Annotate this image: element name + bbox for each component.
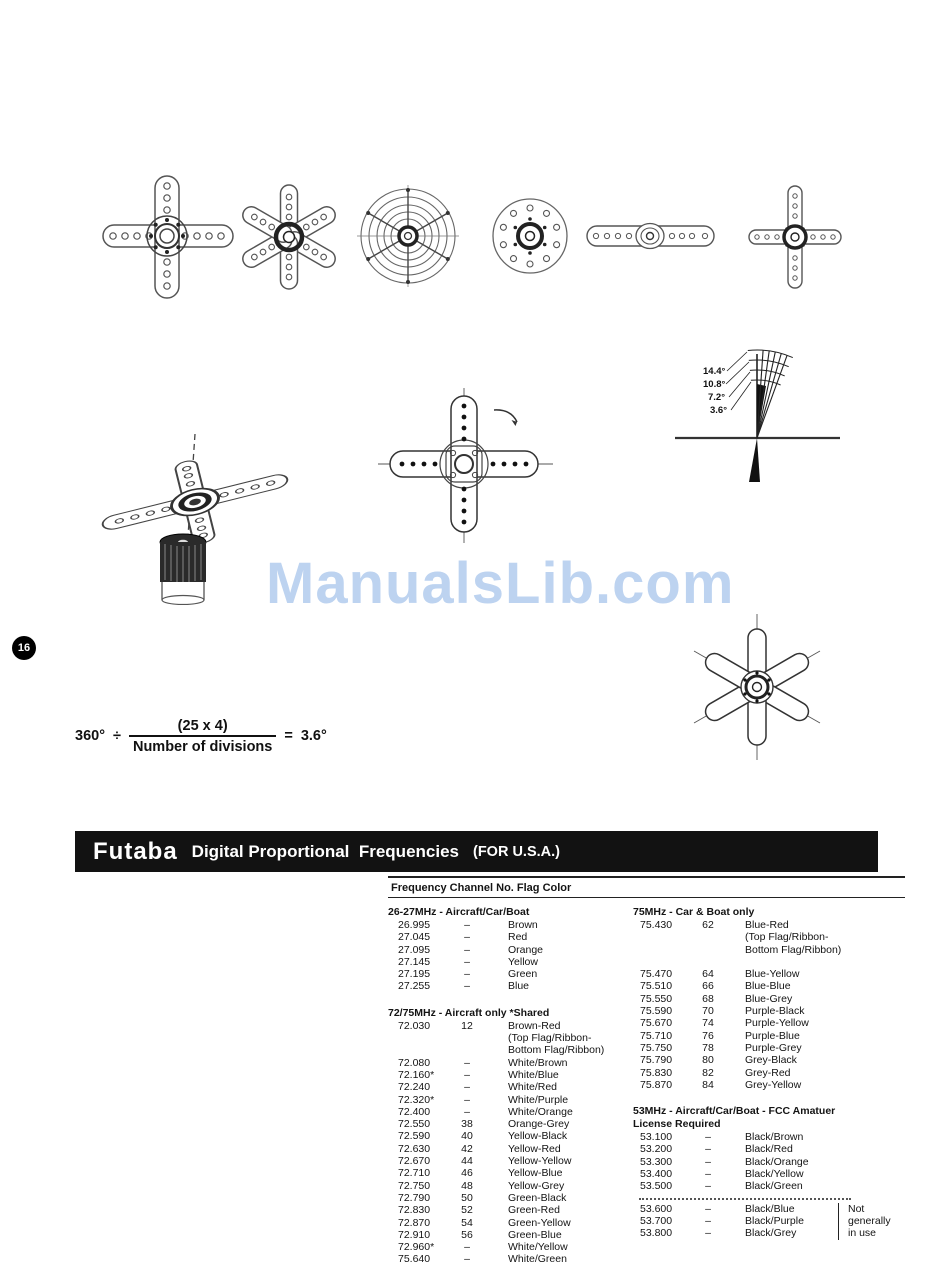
channel-cell: –: [705, 1214, 711, 1227]
section-title: 72/75MHz - Aircraft only *Shared: [388, 1006, 550, 1019]
frequency-cell: 72.960*: [398, 1241, 435, 1254]
frequency-row: [388, 1032, 633, 1044]
frequency-cell: 53.400: [640, 1168, 673, 1181]
channel-cell: –: [464, 1253, 470, 1266]
frequency-row: [633, 1215, 905, 1227]
flag-color-cell: (Top Flag/Ribbon-: [508, 1032, 592, 1045]
frequency-table: [388, 876, 905, 1266]
channel-cell: 52: [461, 1204, 473, 1217]
channel-cell: –: [464, 1056, 470, 1069]
frequency-cell: 75.790: [640, 1054, 673, 1067]
frequency-cell: 27.195: [398, 968, 431, 981]
angle-label: 3.6°: [710, 405, 728, 416]
frequency-row: [633, 980, 905, 992]
section-title: 26-27MHz - Aircraft/Car/Boat: [388, 906, 530, 918]
channel-cell: 38: [461, 1118, 473, 1131]
channel-cell: 48: [461, 1179, 473, 1192]
channel-cell: –: [705, 1155, 711, 1168]
flag-color-cell: White/Red: [508, 1081, 558, 1094]
channel-cell: 12: [461, 1019, 473, 1032]
flag-color-cell: Black/Purple: [745, 1214, 804, 1227]
frequency-cell: 72.030: [398, 1019, 431, 1032]
flag-color-cell: Grey-Black: [745, 1054, 797, 1067]
frequency-cell: 75.470: [640, 968, 673, 981]
channel-cell: 54: [461, 1216, 473, 1229]
flag-color-cell: Yellow-Black: [508, 1130, 568, 1143]
flag-color-cell: Purple-Blue: [745, 1029, 800, 1042]
channel-cell: 64: [702, 968, 714, 981]
channel-cell: 68: [702, 992, 714, 1005]
flag-color-cell: Brown-Red: [508, 1019, 561, 1032]
page-number-badge: [12, 636, 36, 660]
frequency-row: [633, 1054, 905, 1066]
frequency-cell: 72.240: [398, 1081, 431, 1094]
angle-label: 10.8°: [703, 379, 726, 390]
frequency-cell: 72.590: [398, 1130, 431, 1143]
frequency-cell: 72.790: [398, 1191, 431, 1204]
frequency-cell: 75.510: [640, 980, 673, 993]
channel-cell: –: [464, 955, 470, 968]
frequency-cell: 53.300: [640, 1155, 673, 1168]
flag-color-cell: White/Brown: [508, 1056, 568, 1069]
frequency-row: [388, 931, 633, 943]
flag-color-cell: Green-Yellow: [508, 1216, 571, 1229]
formula-fraction: [129, 718, 276, 755]
frequency-row: [633, 1143, 905, 1155]
frequency-cell: 27.095: [398, 943, 431, 956]
flag-color-cell: Black/Yellow: [745, 1168, 804, 1181]
flag-color-cell: Black/Brown: [745, 1131, 804, 1144]
frequency-row: [388, 1167, 633, 1179]
channel-cell: –: [464, 1093, 470, 1106]
flag-color-cell: Red: [508, 931, 528, 944]
frequency-cell: 27.145: [398, 955, 431, 968]
flag-color-cell: (Top Flag/Ribbon-: [745, 931, 829, 944]
channel-cell: –: [464, 919, 470, 931]
frequency-row: [388, 1130, 633, 1142]
flag-color-cell: Purple-Grey: [745, 1041, 802, 1054]
flag-color-cell: Yellow-Blue: [508, 1167, 563, 1180]
channel-cell: 76: [702, 1029, 714, 1042]
frequency-row: [388, 1229, 633, 1241]
flag-color-cell: Bottom Flag/Ribbon): [745, 943, 842, 956]
frequency-row: [633, 1067, 905, 1079]
servo-disc-horn-illustration: [490, 197, 570, 277]
frequency-cell: 75.640: [398, 1253, 431, 1266]
frequency-cell: 75.710: [640, 1029, 673, 1042]
frequency-cell: 72.630: [398, 1142, 431, 1155]
frequency-cell: 72.670: [398, 1155, 431, 1168]
frequency-row: [388, 1217, 633, 1229]
flag-color-cell: Black/Red: [745, 1143, 793, 1156]
frequency-row: [633, 1079, 905, 1091]
frequency-row: [388, 1069, 633, 1081]
frequency-section: [388, 1007, 633, 1266]
frequency-row: [633, 968, 905, 980]
flag-color-cell: Green: [508, 968, 538, 981]
flag-color-cell: Black/Blue: [745, 1202, 795, 1215]
flag-color-cell: Blue: [508, 980, 530, 993]
frequency-row: [388, 1094, 633, 1106]
frequency-cell: 75.870: [640, 1078, 673, 1091]
frequency-cell: 53.800: [640, 1227, 673, 1240]
divide-sign: ÷: [113, 728, 121, 744]
servo-dial-wheel-illustration: [353, 179, 463, 294]
channel-cell: –: [464, 1105, 470, 1118]
formula-denominator: Number of divisions: [129, 735, 276, 755]
dashed-separator: [639, 1193, 851, 1200]
frequency-cell: 53.700: [640, 1214, 673, 1227]
frequency-row: [388, 980, 633, 992]
frequency-section: [388, 906, 633, 993]
frequency-cell: 72.910: [398, 1228, 431, 1241]
channel-cell: –: [705, 1143, 711, 1156]
frequency-row: [388, 1192, 633, 1204]
channel-cell: –: [705, 1168, 711, 1181]
small-four-arm-servo-horn-illustration: [745, 180, 845, 295]
frequency-row: [633, 1156, 905, 1168]
channel-cell: 46: [461, 1167, 473, 1180]
frequency-row: [633, 1203, 905, 1215]
flag-color-cell: Brown: [508, 919, 538, 931]
channel-cell: –: [464, 943, 470, 956]
frequency-cell: 53.200: [640, 1143, 673, 1156]
frequency-row: [633, 1030, 905, 1042]
angle-label: 14.4°: [703, 366, 726, 377]
frequency-row: [388, 1020, 633, 1032]
flag-color-cell: Blue-Red: [745, 919, 789, 931]
flag-color-cell: Orange: [508, 943, 544, 956]
frequency-cell: 75.750: [640, 1041, 673, 1054]
frequency-section: [633, 1105, 905, 1239]
flag-color-cell: Purple-Black: [745, 1005, 805, 1018]
frequency-cell: 72.320*: [398, 1093, 435, 1106]
frequency-row: [633, 1005, 905, 1017]
frequency-row: [388, 1057, 633, 1069]
watermark: ManualsLib.com: [266, 551, 735, 616]
flag-color-cell: White/Orange: [508, 1105, 573, 1118]
formula-lhs: 360°: [75, 728, 105, 744]
header-bar-region: (FOR U.S.A.): [473, 843, 560, 860]
flag-color-cell: Blue-Grey: [745, 992, 793, 1005]
futaba-logo: Futaba: [93, 837, 178, 865]
channel-cell: 66: [702, 980, 714, 993]
formula-numerator: (25 x 4): [177, 717, 228, 734]
channel-cell: –: [464, 931, 470, 944]
channel-cell: 74: [702, 1017, 714, 1030]
rotation-arrow-icon: [494, 410, 517, 426]
frequency-row: [388, 1204, 633, 1216]
four-arm-horn-top-view-illustration: [378, 388, 553, 543]
table-column-right: [633, 906, 905, 1240]
flag-color-cell: White/Yellow: [508, 1241, 568, 1254]
channel-cell: 40: [461, 1130, 473, 1143]
frequency-cell: 72.080: [398, 1056, 431, 1069]
table-rule-bottom: [388, 897, 905, 898]
frequency-cell: 75.670: [640, 1017, 673, 1030]
frequency-cell: 72.160*: [398, 1068, 435, 1081]
flag-color-cell: Green-Blue: [508, 1228, 562, 1241]
flag-color-cell: Black/Green: [745, 1180, 803, 1193]
frequency-row: [388, 1155, 633, 1167]
flag-color-cell: Yellow-Red: [508, 1142, 561, 1155]
six-arm-horn-with-axes-illustration: [685, 612, 830, 762]
frequency-row: [633, 993, 905, 1005]
channel-cell: –: [464, 1081, 470, 1094]
frequency-row: [388, 919, 633, 931]
channel-cell: 84: [702, 1078, 714, 1091]
flag-color-cell: Purple-Yellow: [745, 1017, 809, 1030]
frequency-row: [388, 1044, 633, 1056]
channel-cell: 80: [702, 1054, 714, 1067]
frequency-cell: 72.550: [398, 1118, 431, 1131]
frequency-cell: 72.710: [398, 1167, 431, 1180]
frequency-cell: 72.400: [398, 1105, 431, 1118]
header-bar-title: Digital Proportional Frequencies: [191, 841, 459, 861]
table-column-left: [388, 906, 633, 1266]
frequency-row: [633, 944, 905, 956]
frequency-row: [388, 968, 633, 980]
flag-color-cell: Blue-Blue: [745, 980, 791, 993]
futaba-header-bar: [75, 831, 878, 872]
frequency-cell: 53.100: [640, 1131, 673, 1144]
note-cell: in use: [838, 1227, 876, 1239]
channel-cell: –: [705, 1227, 711, 1240]
frequency-row: [388, 944, 633, 956]
note-cell: Not: [838, 1203, 864, 1215]
page-number: 16: [17, 642, 31, 654]
frequency-row: [388, 1106, 633, 1118]
frequency-cell: 72.870: [398, 1216, 431, 1229]
channel-cell: 62: [702, 919, 714, 931]
six-arm-servo-horn-illustration: [235, 183, 343, 291]
frequency-cell: 27.255: [398, 980, 431, 993]
channel-cell: –: [705, 1202, 711, 1215]
flag-color-cell: Yellow-Yellow: [508, 1155, 572, 1168]
flag-color-cell: Yellow-Grey: [508, 1179, 565, 1192]
channel-cell: –: [464, 980, 470, 993]
two-arm-servo-horn-illustration: [583, 212, 718, 262]
channel-cell: 44: [461, 1155, 473, 1168]
frequency-cell: 75.830: [640, 1066, 673, 1079]
flag-color-cell: Grey-Red: [745, 1066, 791, 1079]
channel-cell: 70: [702, 1005, 714, 1018]
frequency-cell: 75.590: [640, 1005, 673, 1018]
channel-cell: 56: [461, 1228, 473, 1241]
frequency-row: [388, 1143, 633, 1155]
frequency-section: [633, 906, 905, 1091]
channel-cell: –: [464, 968, 470, 981]
frequency-row: [633, 931, 905, 943]
rotation-angle-diagram: [665, 340, 850, 490]
flag-color-cell: Green-Red: [508, 1204, 560, 1217]
channel-cell: –: [464, 1068, 470, 1081]
frequency-row: [633, 1180, 905, 1192]
frequency-cell: 27.045: [398, 931, 431, 944]
section-title: License Required: [633, 1118, 721, 1131]
four-arm-servo-horn-illustration: [95, 170, 240, 305]
frequency-cell: 53.500: [640, 1180, 673, 1193]
frequency-cell: 26.995: [398, 919, 431, 931]
frequency-row: [388, 956, 633, 968]
flag-color-cell: White/Purple: [508, 1093, 569, 1106]
frequency-row: [388, 1180, 633, 1192]
division-angle-formula: [75, 712, 327, 760]
flag-color-cell: White/Green: [508, 1253, 567, 1266]
channel-cell: –: [464, 1241, 470, 1254]
flag-color-cell: Black/Grey: [745, 1227, 797, 1240]
channel-cell: 50: [461, 1191, 473, 1204]
frequency-row: [633, 1131, 905, 1143]
frequency-row: [633, 1042, 905, 1054]
frequency-cell: 75.550: [640, 992, 673, 1005]
channel-cell: 78: [702, 1041, 714, 1054]
section-title: 53MHz - Aircraft/Car/Boat - FCC Amatuer: [633, 1105, 836, 1118]
flag-color-cell: Yellow: [508, 955, 538, 968]
frequency-row: [388, 1118, 633, 1130]
frequency-row: [633, 1168, 905, 1180]
frequency-row: [388, 1241, 633, 1253]
flag-color-cell: Bottom Flag/Ribbon): [508, 1044, 605, 1057]
frequency-cell: 72.830: [398, 1204, 431, 1217]
table-header: Frequency Channel No. Flag Color: [391, 882, 572, 894]
flag-color-cell: Blue-Yellow: [745, 968, 800, 981]
equals-sign: =: [284, 728, 293, 744]
frequency-row: [388, 1081, 633, 1093]
frequency-row: [633, 919, 905, 931]
flag-color-cell: Black/Orange: [745, 1155, 809, 1168]
channel-cell: –: [705, 1180, 711, 1193]
frequency-cell: 72.750: [398, 1179, 431, 1192]
frequency-cell: 53.600: [640, 1202, 673, 1215]
formula-result: 3.6°: [300, 728, 327, 744]
note-cell: generally: [838, 1215, 891, 1227]
frequency-row: [388, 1253, 633, 1265]
channel-cell: 42: [461, 1142, 473, 1155]
frequency-row: [633, 1227, 905, 1239]
flag-color-cell: Green-Black: [508, 1191, 567, 1204]
frequency-row: [633, 956, 905, 968]
flag-color-cell: Orange-Grey: [508, 1118, 570, 1131]
frequency-cell: 75.430: [640, 919, 673, 931]
flag-color-cell: White/Blue: [508, 1068, 559, 1081]
channel-cell: –: [705, 1131, 711, 1144]
frequency-row: [633, 1017, 905, 1029]
angle-label: 7.2°: [708, 392, 726, 403]
section-title: 75MHz - Car & Boat only: [633, 906, 755, 918]
channel-cell: 82: [702, 1066, 714, 1079]
flag-color-cell: Grey-Yellow: [745, 1078, 802, 1091]
